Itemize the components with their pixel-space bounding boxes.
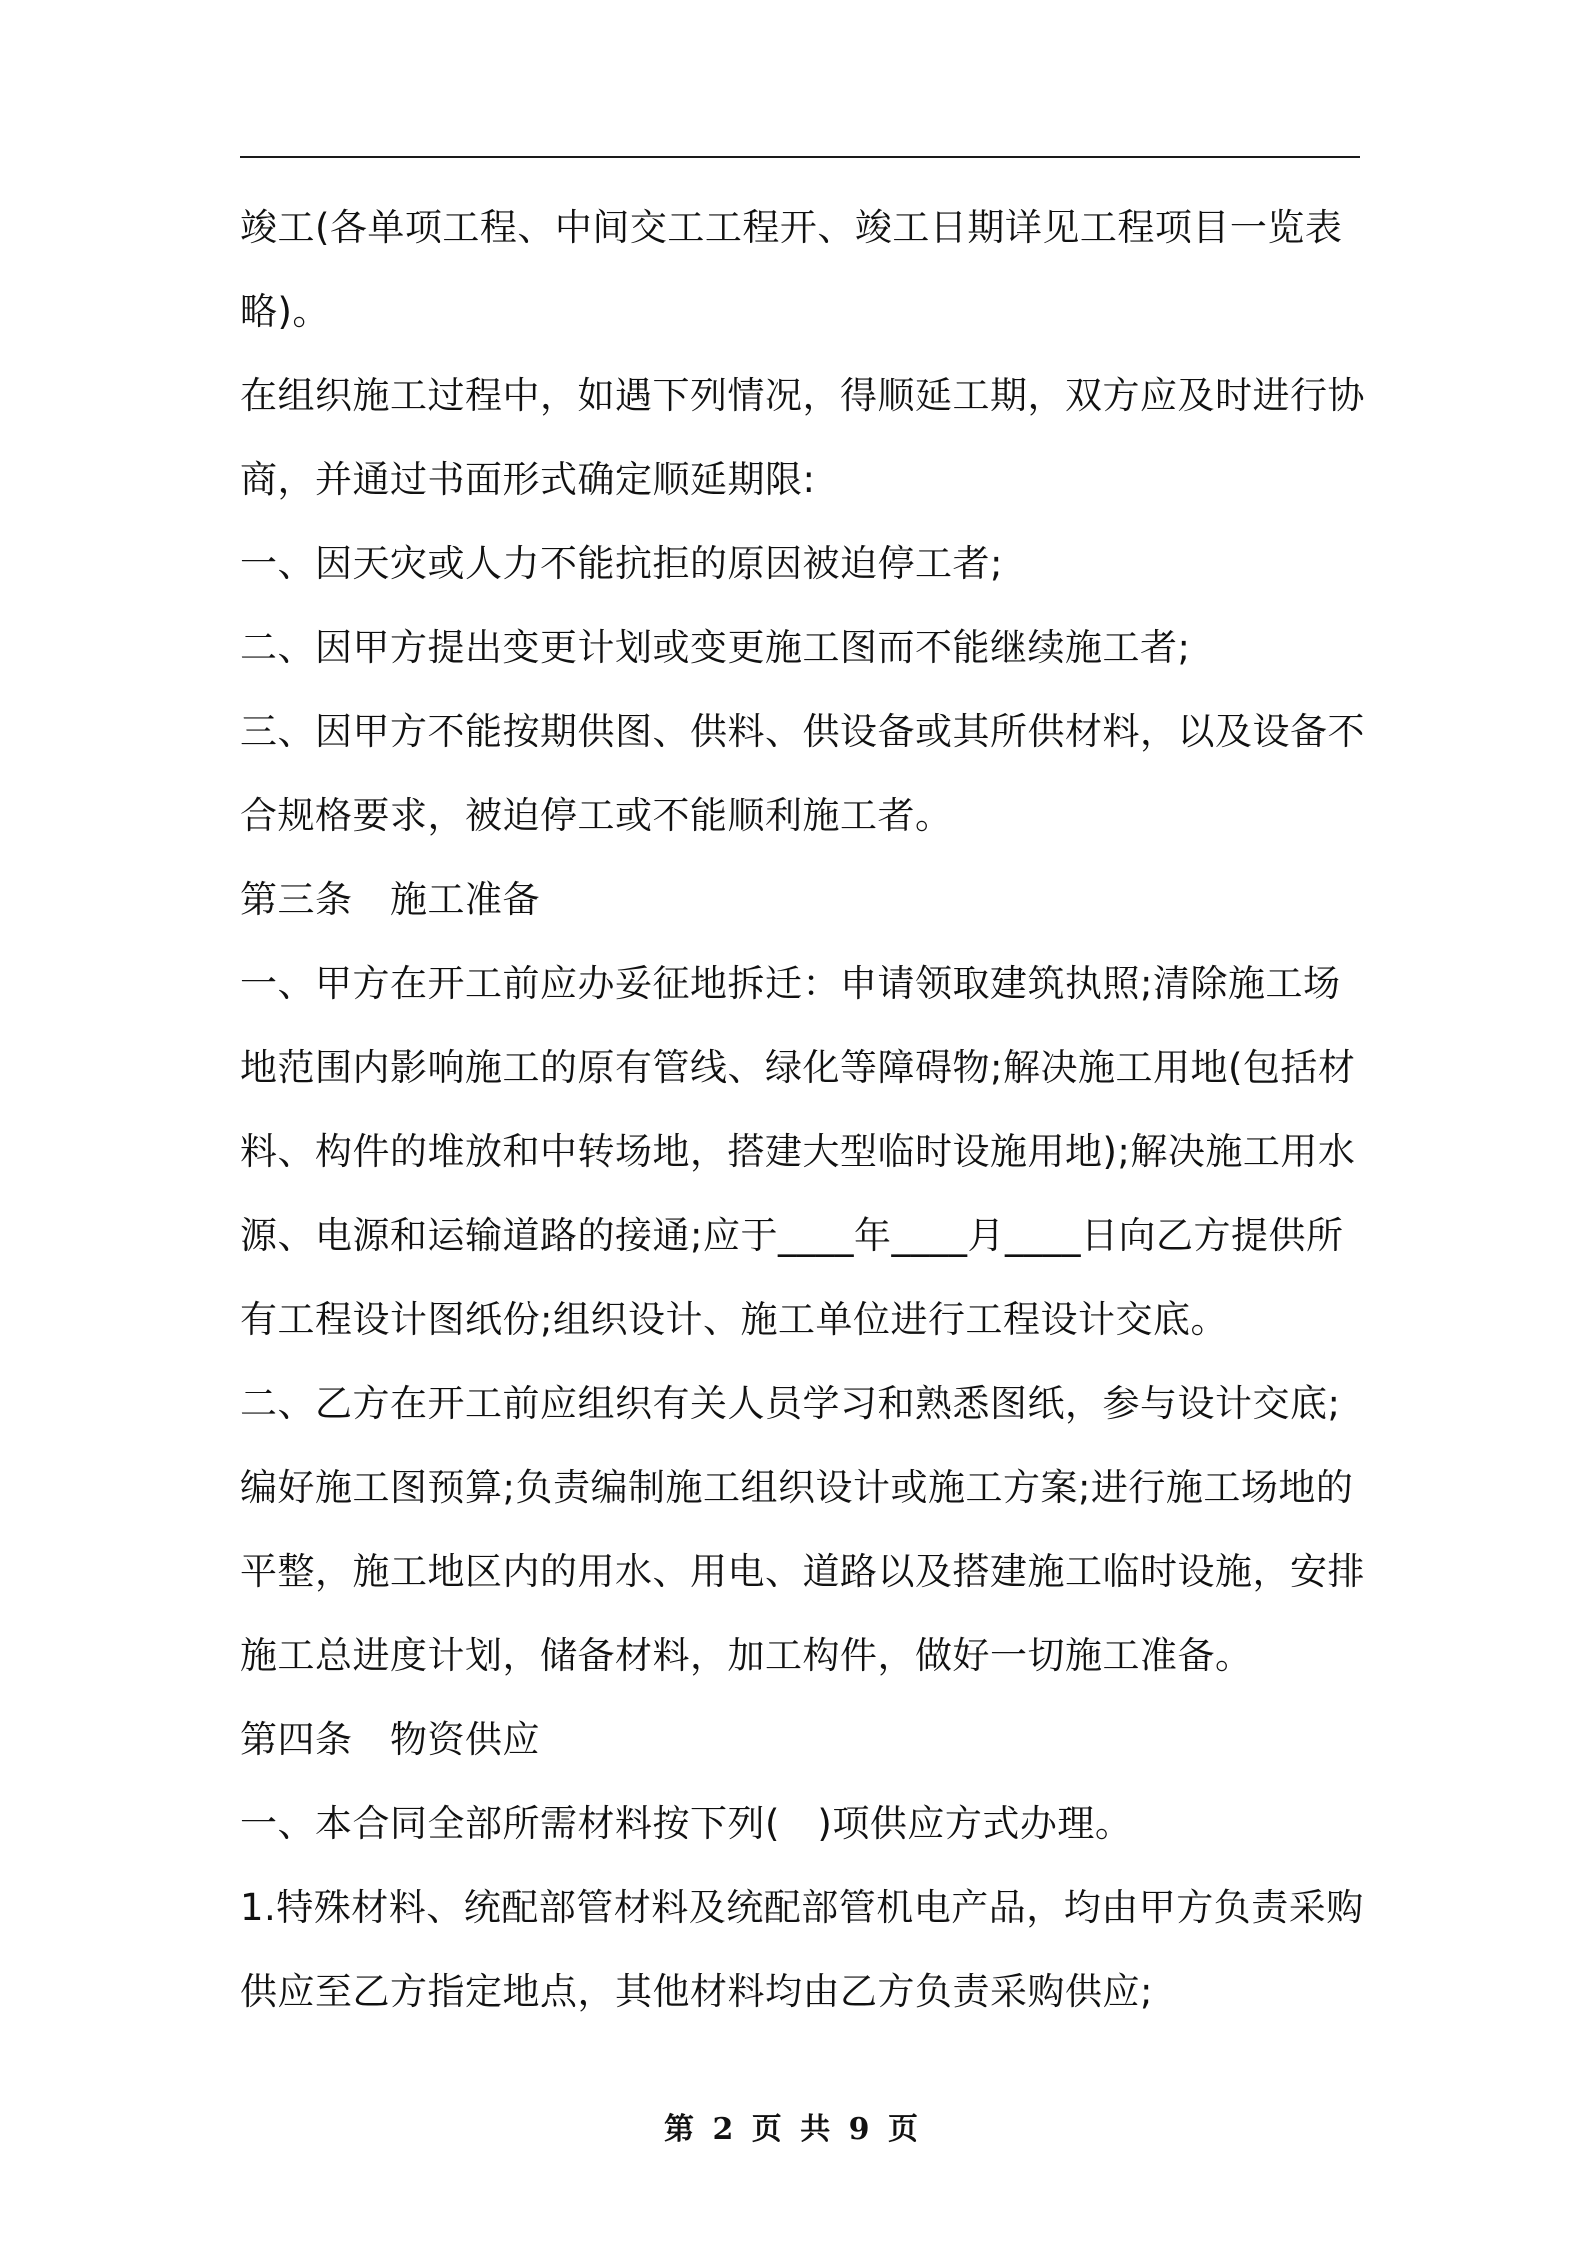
text-line: 略)。 (240, 290, 330, 333)
section-heading: 第三条 施工准备 (240, 878, 540, 921)
text-line: 有工程设计图纸份;组织设计、施工单位进行工程设计交底。 (240, 1298, 1228, 1341)
text-line: 一、因天灾或人力不能抗拒的原因被迫停工者; (240, 542, 1003, 585)
text-line: 竣工(各单项工程、中间交工工程开、竣工日期详见工程项目一览表 (240, 206, 1343, 249)
text-line: 料、构件的堆放和中转场地，搭建大型临时设施用地);解决施工用水 (240, 1130, 1356, 1173)
section-heading: 第四条 物资供应 (240, 1718, 540, 1761)
text-line: 1.特殊材料、统配部管材料及统配部管机电产品，均由甲方负责采购 (240, 1886, 1364, 1929)
text-line: 施工总进度计划，储备材料，加工构件，做好一切施工准备。 (240, 1634, 1253, 1677)
text-line: 一、本合同全部所需材料按下列( )项供应方式办理。 (240, 1802, 1133, 1845)
text-line: 供应至乙方指定地点，其他材料均由乙方负责采购供应; (240, 1970, 1153, 2013)
text-line: 二、因甲方提出变更计划或变更施工图而不能继续施工者; (240, 626, 1191, 669)
text-line: 源、电源和运输道路的接通;应于____年____月____日向乙方提供所 (240, 1214, 1344, 1257)
text-line: 一、甲方在开工前应办妥征地拆迁：申请领取建筑执照;清除施工场 (240, 962, 1341, 1005)
document-body (240, 186, 1365, 2034)
text-line: 平整，施工地区内的用水、用电、道路以及搭建施工临时设施，安排 (240, 1550, 1365, 1593)
text-line: 三、因甲方不能按期供图、供料、供设备或其所供材料，以及设备不 (240, 710, 1365, 753)
text-line: 二、乙方在开工前应组织有关人员学习和熟悉图纸，参与设计交底; (240, 1382, 1341, 1425)
text-line: 在组织施工过程中，如遇下列情况，得顺延工期，双方应及时进行协 (240, 374, 1365, 417)
text-line: 编好施工图预算;负责编制施工组织设计或施工方案;进行施工场地的 (240, 1466, 1354, 1509)
text-line: 合规格要求，被迫停工或不能顺利施工者。 (240, 794, 953, 837)
text-line: 地范围内影响施工的原有管线、绿化等障碍物;解决施工用地(包括材 (240, 1046, 1356, 1089)
header-rule (240, 156, 1360, 158)
text-line: 商，并通过书面形式确定顺延期限: (240, 458, 816, 501)
page-number: 第 2 页 共 9 页 (664, 2112, 922, 2147)
